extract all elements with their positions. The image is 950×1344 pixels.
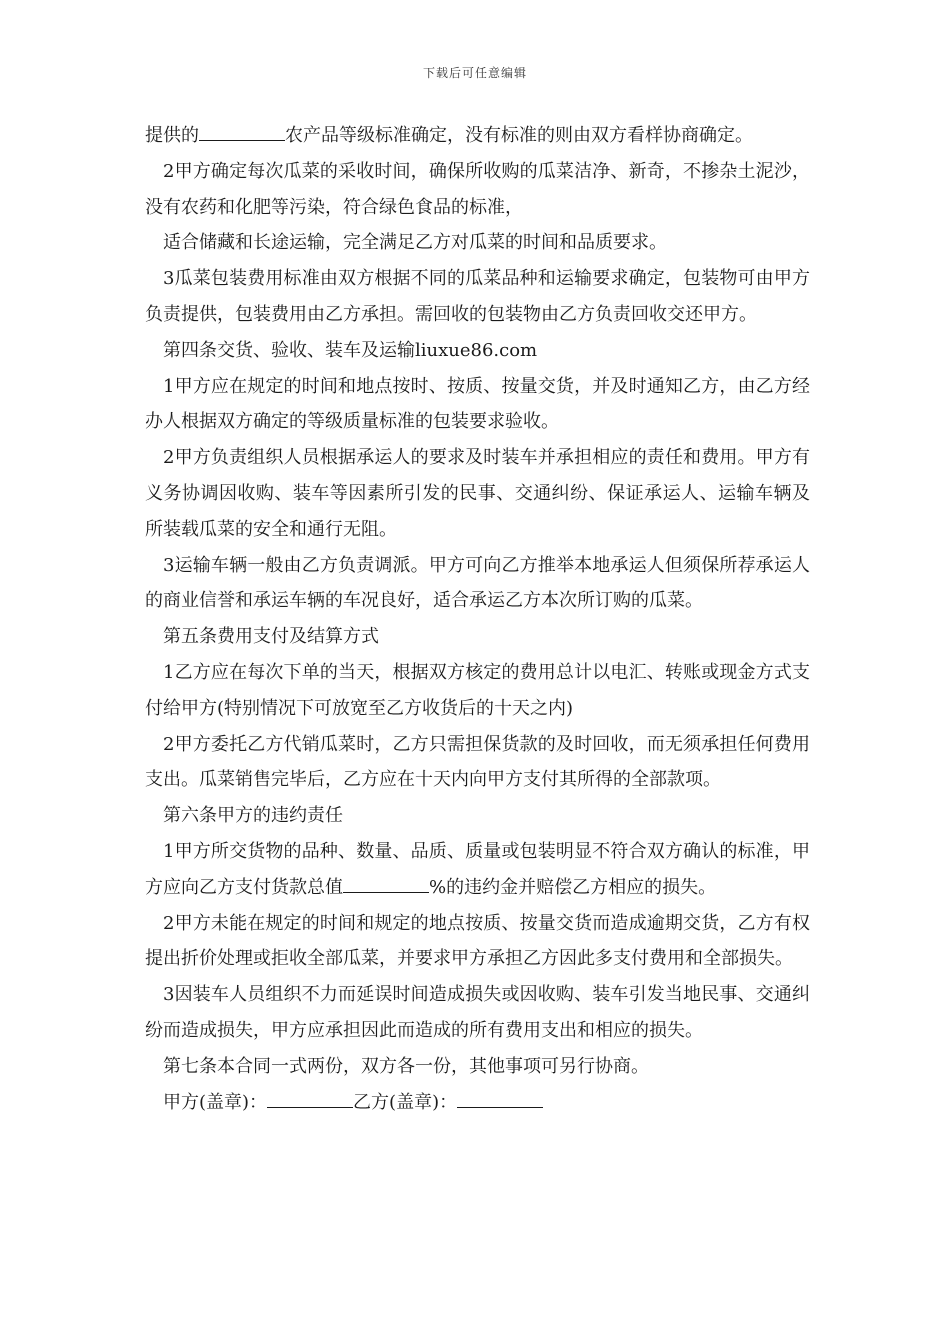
section-heading: 第七条本合同一式两份，双方各一份，其他事项可另行协商。: [163, 1055, 649, 1077]
paragraph: 2甲方负责组织人员根据承运人的要求及时装车并承担相应的责任和费用。甲方有义务协调因收购、装车等因素所引发的民事、交通纠纷、保证承运人、运输车辆及所装载瓜菜的安全和通行无阻。: [145, 447, 810, 540]
paragraph: 1乙方应在每次下单的当天，根据双方核定的费用总计以电汇、转账或现金方式支付给甲方(特别情况下可放宽至乙方收货后的十天之内): [145, 661, 810, 719]
section-heading: 第四条交货、验收、装车及运输liuxue86.com: [163, 339, 538, 361]
paragraph: [145, 834, 810, 906]
signature-line: [145, 1085, 810, 1121]
paragraph-text: 农产品等级标准确定，没有标准的则由双方看样协商确定。: [285, 125, 753, 146]
section-heading: 第五条费用支付及结算方式: [163, 626, 379, 648]
party-a-label: 甲方(盖章)：: [163, 1091, 268, 1113]
blank-line: [199, 118, 285, 141]
paragraph: 适合储藏和长途运输，完全满足乙方对瓜菜的时间和品质要求。: [163, 232, 667, 254]
paragraph: 2甲方确定每次瓜菜的采收时间，确保所收购的瓜菜洁净、新奇，不掺杂土泥沙，没有农药和化肥等污染，符合绿色食品的标准，: [145, 160, 810, 218]
party-b-label: 乙方(盖章)：: [353, 1091, 458, 1113]
paragraph: 2甲方委托乙方代销瓜菜时，乙方只需担保货款的及时回收，而无须承担任何费用支出。瓜菜销售完毕后，乙方应在十天内向甲方支付其所得的全部款项。: [145, 733, 810, 791]
blank-line: [343, 870, 429, 893]
paragraph-text: 1甲方所交货物的品种、数量、品质、质量或包装明显不符合双方确认的标准，甲方应向乙方支付货款总值: [145, 840, 810, 898]
blank-line: [267, 1085, 353, 1108]
paragraph: 3瓜菜包装费用标准由双方根据不同的瓜菜品种和运输要求确定，包装物可由甲方负责提供，包装费用由乙方承担。需回收的包装物由乙方负责回收交还甲方。: [145, 268, 810, 325]
paragraph: 3因装车人员组织不力而延误时间造成损失或因收购、装车引发当地民事、交通纠纷而造成损失，甲方应承担因此而造成的所有费用支出和相应的损失。: [145, 984, 810, 1041]
blank-line: [457, 1085, 543, 1108]
section-heading: 第六条甲方的违约责任: [163, 805, 343, 827]
paragraph-text: 提供的: [145, 125, 199, 146]
page-header: 下载后可任意编辑: [422, 66, 527, 80]
paragraph: [145, 118, 810, 154]
paragraph: 1甲方应在规定的时间和地点按时、按质、按量交货，并及时通知乙方，由乙方经办人根据双方确定的等级质量标准的包装要求验收。: [145, 375, 810, 433]
paragraph-text: %的违约金并赔偿乙方相应的损失。: [429, 876, 717, 898]
paragraph: 2甲方未能在规定的时间和规定的地点按质、按量交货而造成逾期交货，乙方有权提出折价处理或拒收全部瓜菜，并要求甲方承担乙方因此多支付费用和全部损失。: [145, 912, 810, 970]
paragraph: 3运输车辆一般由乙方负责调派。甲方可向乙方推举本地承运人但须保所荐承运人的商业信誉和承运车辆的车况良好，适合承运乙方本次所订购的瓜菜。: [145, 554, 810, 612]
document-body: [145, 118, 810, 1120]
